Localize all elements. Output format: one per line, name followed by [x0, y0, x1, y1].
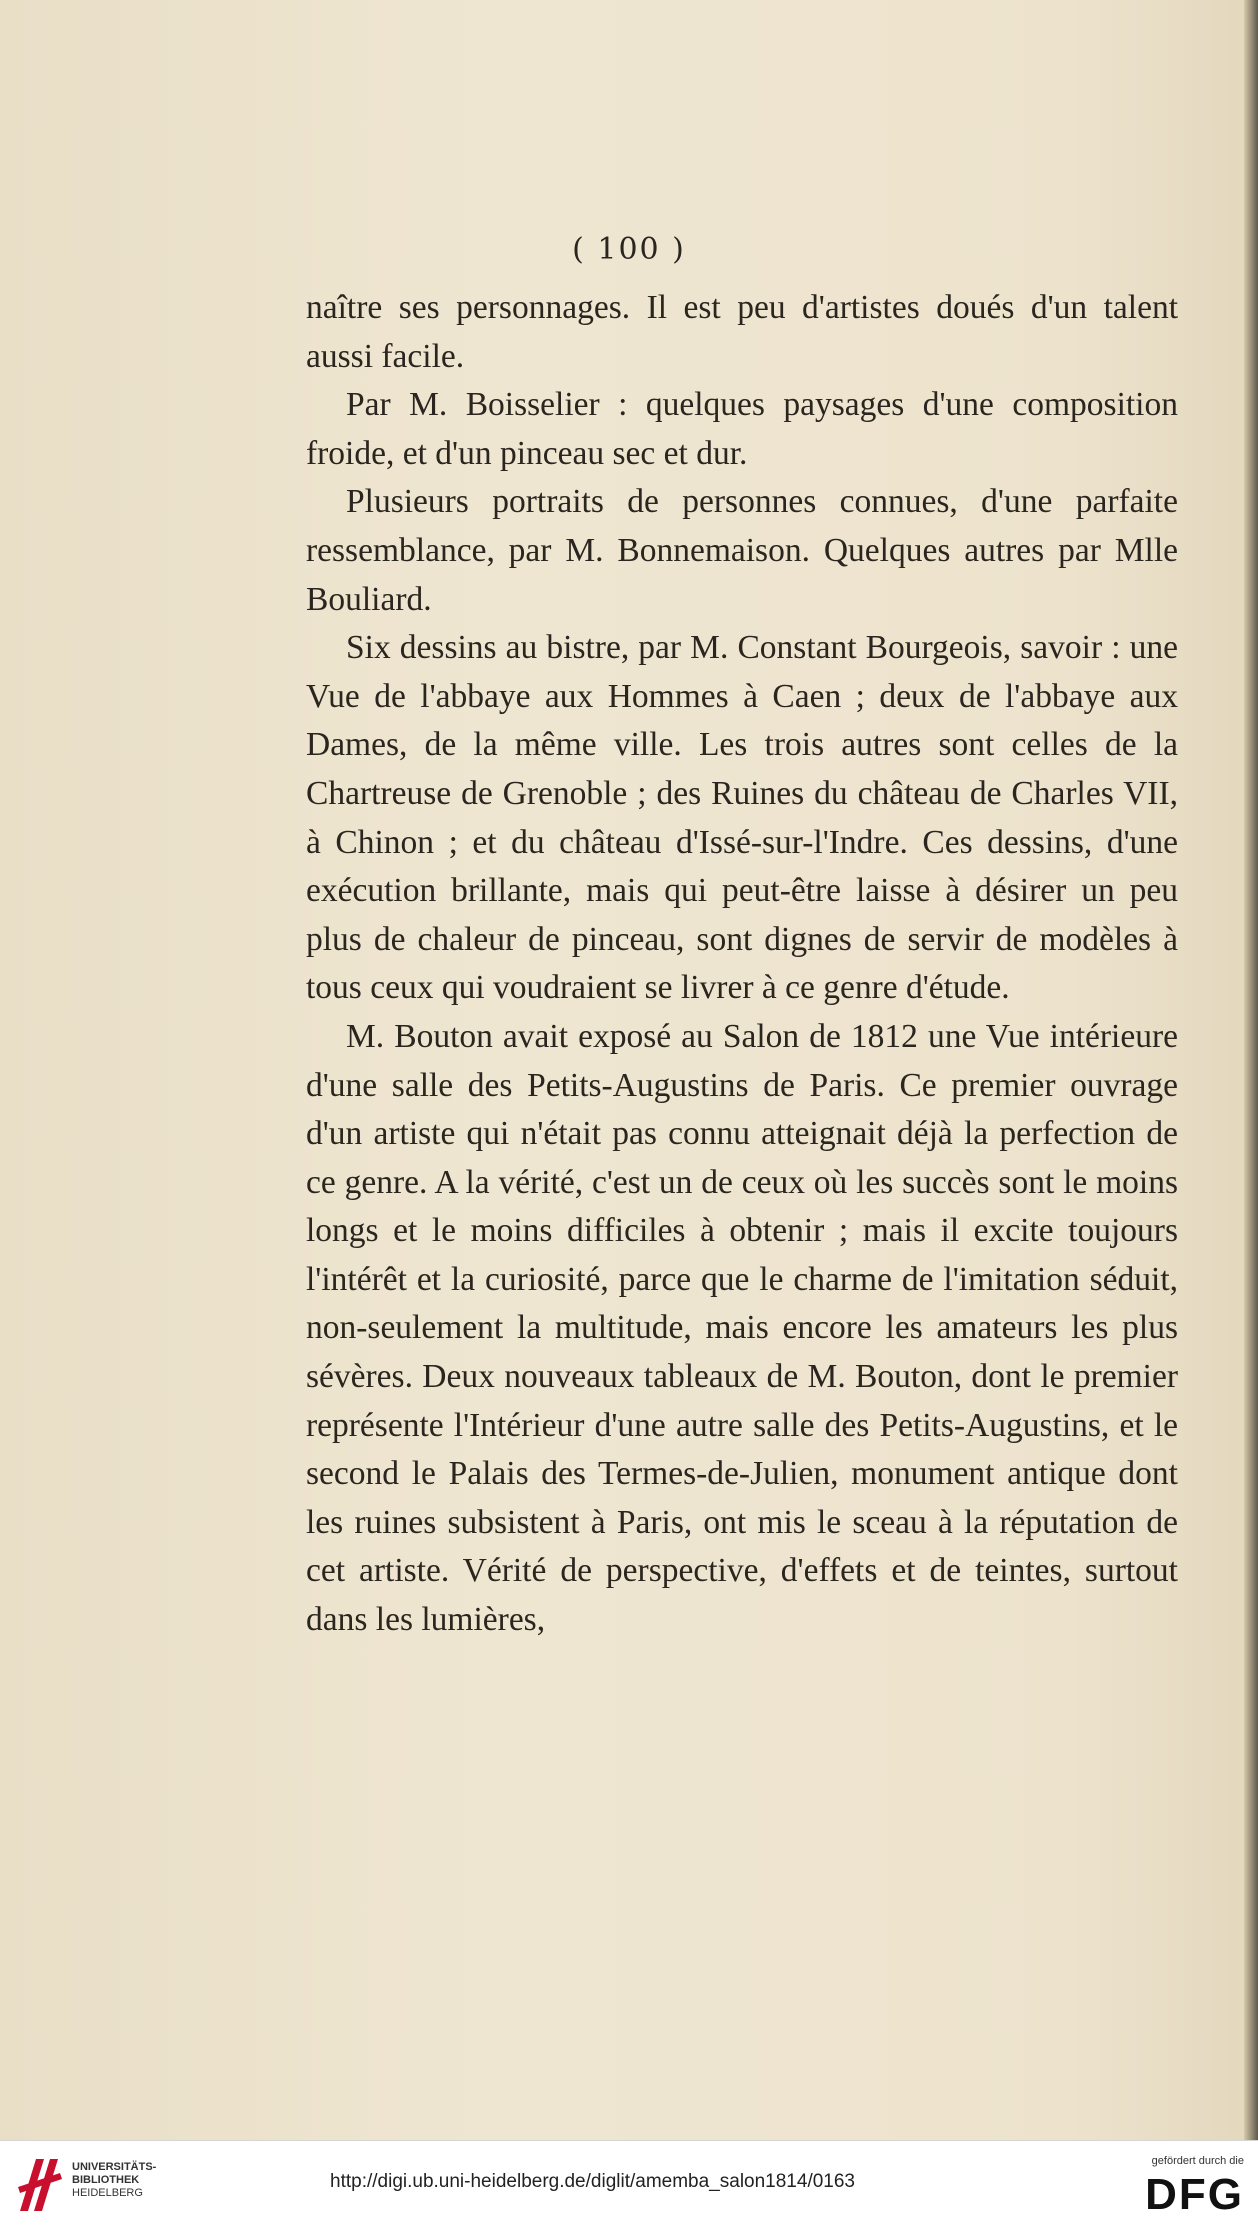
library-name	[72, 2161, 156, 2200]
paragraph: Six dessins au bistre, par M. Constant Bourgeois, savoir : une Vue de l'abbaye aux Hommes à Caen ; deux de l'abbaye aux Dames, de la même ville. Les trois autres sont celles de la Chartreuse de Grenoble ; des Ruines du château de Charles VII, à Chinon ; et du château d'Issé-sur-l'Indre. Ces dessins, d'une exécution brillante, mais qui peut-être laisse à désirer un peu plus de chaleur de pinceau, sont dignes de servir de modèles à tous ceux qui voudraient se livrer à ce genre d'étude.	[306, 629, 1178, 1007]
paragraph: Par M. Boisselier : quelques paysages d'une composition froide, et d'un pinceau sec et dur.	[306, 386, 1178, 472]
library-name-line: UNIVERSITÄTS-	[72, 2161, 157, 2173]
library-name-line: HEIDELBERG	[72, 2187, 143, 2199]
dfg-logo: DFG	[1145, 2170, 1244, 2219]
page-number: ( 100 )	[572, 232, 686, 267]
paragraph: Plusieurs portraits de personnes connues, d'une parfaite ressemblance, par M. Bonnemaison. Quelques autres par Mlle Bouliard.	[306, 483, 1178, 618]
paragraph: M. Bouton avait exposé au Salon de 1812 une Vue intérieure d'une salle des Petits-Augustins de Paris. Ce premier ouvrage d'un artiste qui n'était pas connu atteignait déjà la perfection de ce genre. A la vérité, c'est un de ceux où les succès sont le moins longs et le moins difficiles à obtenir ; mais il excite toujours l'intérêt et la curiosité, parce que le charme de l'imitation séduit, non-seulement la multitude, mais encore les amateurs les plus sévères. Deux nouveaux tableaux de M. Bouton, dont le premier représente l'Intérieur d'une autre salle des Petits-Augustins, et le second le Palais des Termes-de-Julien, monument antique dont les ruines subsistent à Paris, ont mis le sceau à la réputation de cet artiste. Vérité de perspective, d'effets et de teintes, surtout dans les lumières,	[306, 1017, 1178, 1639]
page-edge	[1244, 0, 1258, 2140]
paragraph: naître ses personnages. Il est peu d'artistes doués d'un talent aussi facile.	[306, 289, 1178, 375]
body-text	[306, 284, 1178, 1645]
library-name-line: BIBLIOTHEK	[72, 2174, 140, 2186]
university-library-logo-icon	[14, 2153, 66, 2217]
permalink-url[interactable]: http://digi.ub.uni-heidelberg.de/diglit/amemba_salon1814/0163	[330, 2171, 855, 2192]
viewer-footer	[0, 2140, 1258, 2229]
funding-label: gefördert durch die	[1151, 2155, 1244, 2167]
